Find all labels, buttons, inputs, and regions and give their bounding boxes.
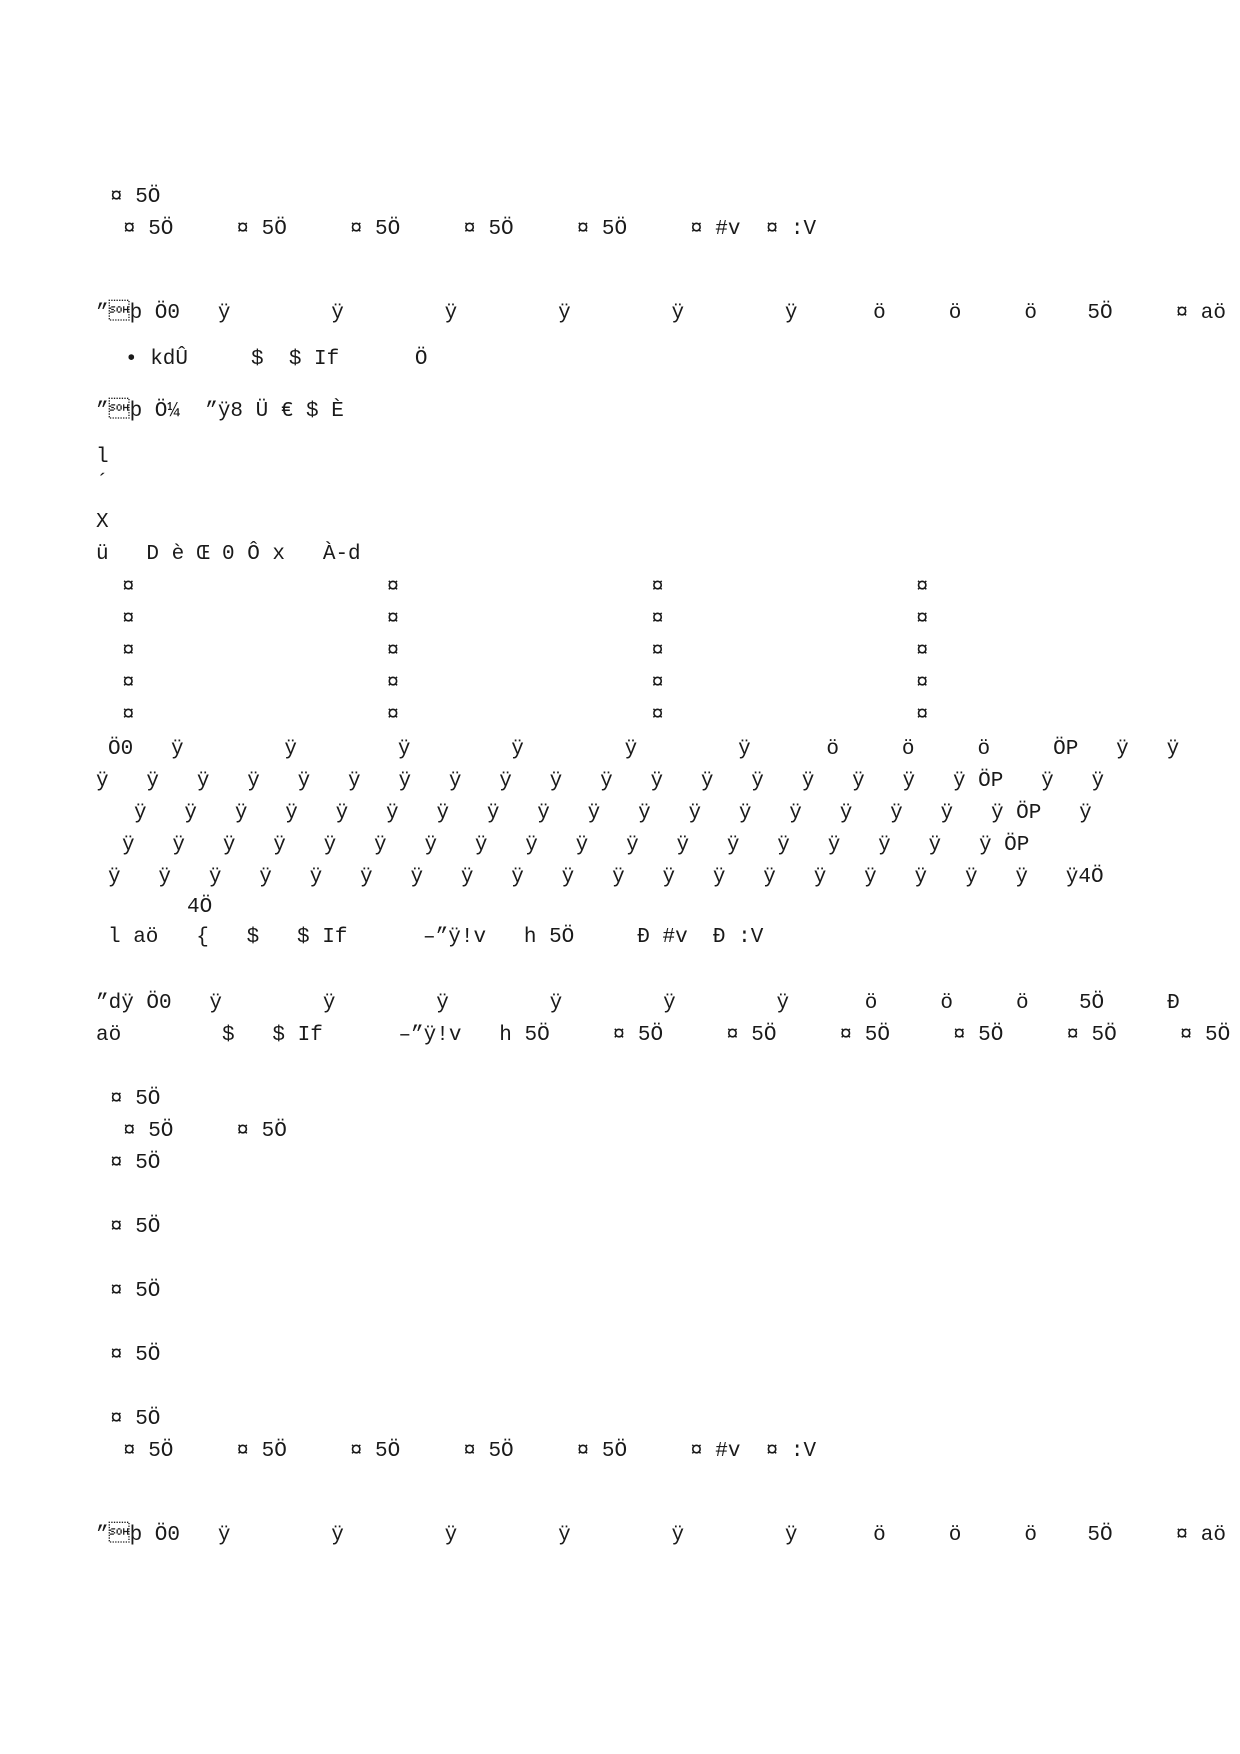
text-line: aö $ $ If –”ÿ!v h 5Ö ¤ 5Ö ¤ 5Ö ¤ 5Ö ¤ 5Ö ¤ 5Ö ¤ 5Ö xyxy=(96,1024,1231,1047)
text-line: ¤ ¤ ¤ ¤ xyxy=(122,704,929,727)
text-line: ¤ 5Ö ¤ 5Ö xyxy=(123,1120,287,1143)
text-line: ´ xyxy=(96,472,109,495)
text-line: ÿ ÿ ÿ ÿ ÿ ÿ ÿ ÿ ÿ ÿ ÿ ÿ ÿ ÿ ÿ ÿ ÿ ÿ ÿ ÿ4Ö xyxy=(108,866,1104,889)
text-line: ¤ 5Ö xyxy=(110,1408,161,1431)
text-line: ¤ ¤ ¤ ¤ xyxy=(122,672,929,695)
text-line: ¤ ¤ ¤ ¤ xyxy=(122,608,929,631)
text-line: ¤ 5Ö ¤ 5Ö ¤ 5Ö ¤ 5Ö ¤ 5Ö ¤ #v ¤ :V xyxy=(123,1440,817,1463)
text-line: ”þ Ö0 ÿ ÿ ÿ ÿ ÿ ÿ ö ö ö 5Ö ¤ aö xyxy=(96,1524,1226,1547)
text-line: ¤ 5Ö xyxy=(110,1280,161,1303)
text-line: ”þ Ö0 ÿ ÿ ÿ ÿ ÿ ÿ ö ö ö 5Ö ¤ aö xyxy=(96,302,1226,325)
text-line: ¤ 5Ö xyxy=(110,1344,161,1367)
text-line: ¤ 5Ö xyxy=(110,1088,161,1111)
text-line: ¤ ¤ ¤ ¤ xyxy=(122,576,929,599)
text-line: ¤ 5Ö xyxy=(110,1216,161,1239)
text-line: ”dÿ Ö0 ÿ ÿ ÿ ÿ ÿ ÿ ö ö ö 5Ö Ð xyxy=(96,992,1180,1015)
text-line: X xyxy=(96,511,109,534)
text-line: ¤ 5Ö xyxy=(110,186,161,209)
text-line: Ö0 ÿ ÿ ÿ ÿ ÿ ÿ ö ö ö ÖP ÿ ÿ xyxy=(108,738,1180,761)
text-line: ¤ 5Ö xyxy=(110,1152,161,1175)
text-line: 4Ö xyxy=(187,896,213,919)
text-line: ü D è Œ 0 Ô x À-d xyxy=(96,543,361,566)
text-line: ÿ ÿ ÿ ÿ ÿ ÿ ÿ ÿ ÿ ÿ ÿ ÿ ÿ ÿ ÿ ÿ ÿ ÿ ÖP ÿ xyxy=(134,802,1092,825)
text-line: ÿ ÿ ÿ ÿ ÿ ÿ ÿ ÿ ÿ ÿ ÿ ÿ ÿ ÿ ÿ ÿ ÿ ÿ ÖP xyxy=(122,834,1030,857)
text-line: l aö { $ $ If –”ÿ!v h 5Ö Ð #v Ð :V xyxy=(108,926,764,949)
text-line: ¤ ¤ ¤ ¤ xyxy=(122,640,929,663)
text-line: ”þ Ö¼ ”ÿ8 Ü € $ È xyxy=(96,400,344,423)
text-line: ÿ ÿ ÿ ÿ ÿ ÿ ÿ ÿ ÿ ÿ ÿ ÿ ÿ ÿ ÿ ÿ ÿ ÿ ÖP ÿ ÿ xyxy=(96,770,1105,793)
text-line: ¤ 5Ö ¤ 5Ö ¤ 5Ö ¤ 5Ö ¤ 5Ö ¤ #v ¤ :V xyxy=(123,218,817,241)
text-line: l xyxy=(96,446,109,469)
text-line: • kdÛ $ $ If Ö xyxy=(125,348,428,371)
